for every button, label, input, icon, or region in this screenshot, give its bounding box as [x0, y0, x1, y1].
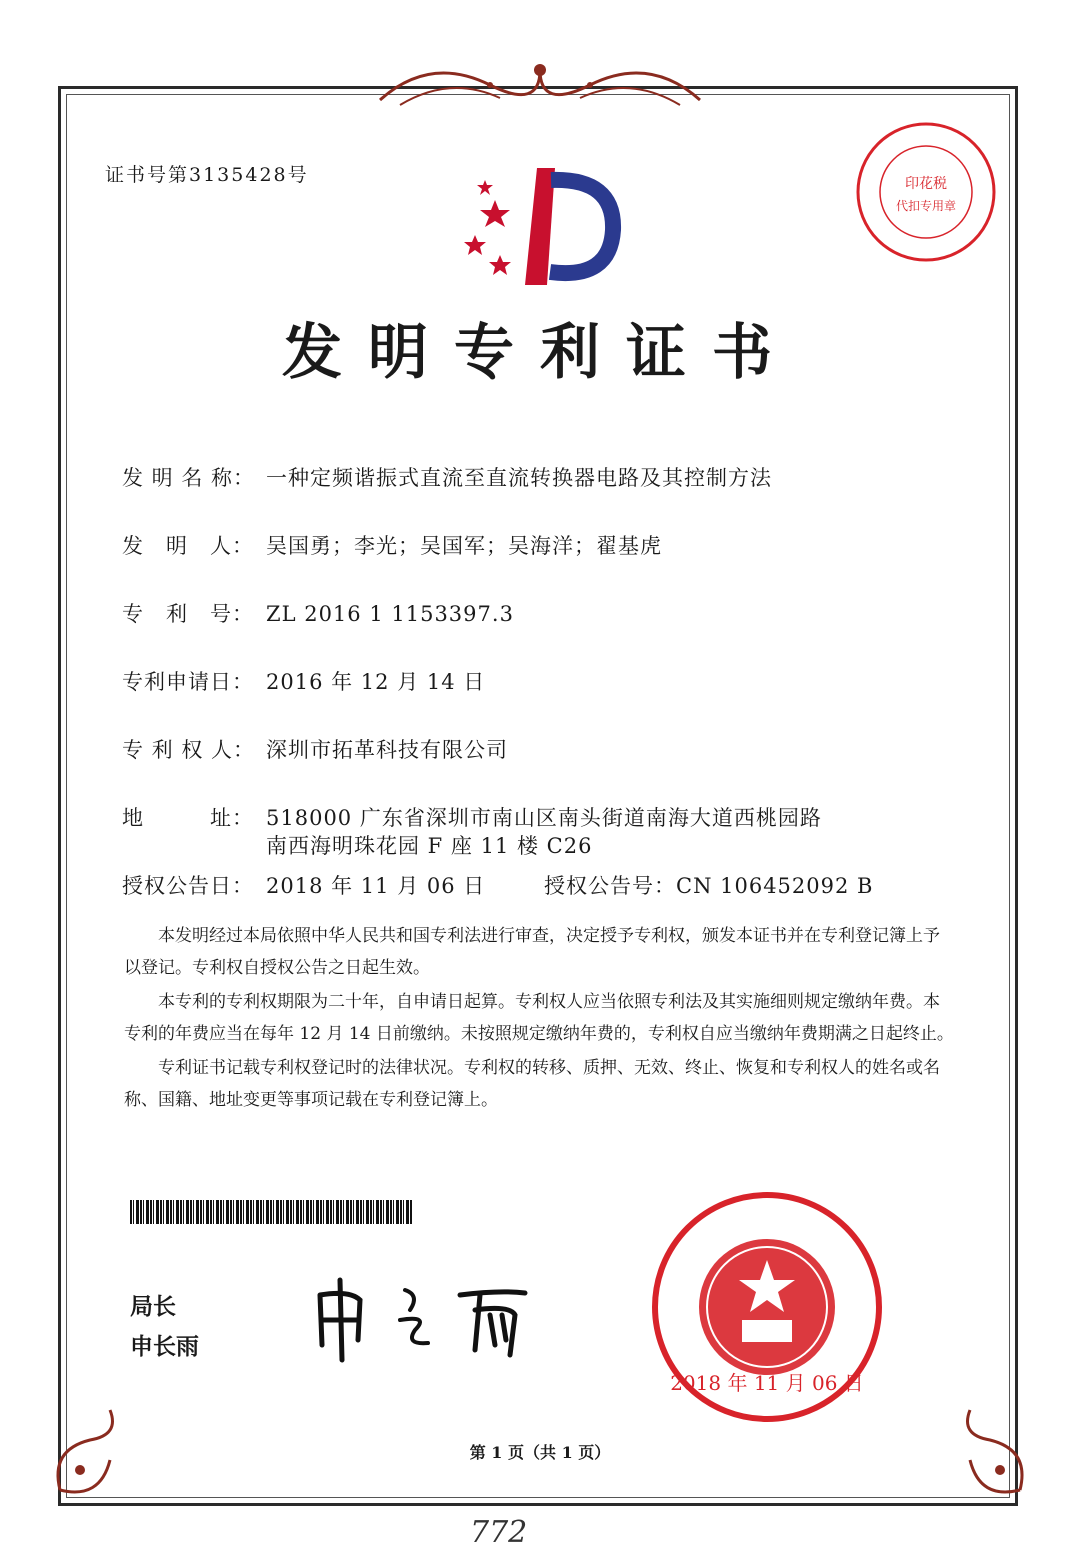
statement-paragraph: 本发明经过本局依照中华人民共和国专利法进行审查，决定授予专利权，颁发本证书并在专利登记簿上予以登记。专利权自授权公告之日起生效。 — [124, 926, 940, 978]
official-name: 申长雨 — [130, 1334, 199, 1360]
filing-date-label: 专利申请日： — [122, 670, 254, 694]
grant-date-row — [122, 870, 485, 900]
filing-date-value: 2016 年 12 月 14 日 — [266, 670, 486, 694]
patent-number-row — [122, 598, 514, 628]
certificate-number: 证书号第3135428号 — [105, 164, 309, 186]
document-title: 发明专利证书 — [282, 318, 798, 388]
patentee-label: 专 利 权 人： — [122, 738, 256, 762]
inventors-label: 发 明 人： — [122, 534, 254, 558]
address-row — [122, 802, 822, 832]
grant-date-label: 授权公告日： — [122, 874, 254, 898]
stamp-duty-line2: 代扣专用章 — [895, 199, 957, 213]
patent-office-logo — [455, 160, 630, 290]
statement-paragraph: 本专利的专利权期限为二十年，自申请日起算。专利权人应当依照专利法及其实施细则规定缴纳年费。本专利的年费应当在每年 12 月 14 日前缴纳。未按照规定缴纳年费的，专利权自应当缴纳年费期满之日起终止。 — [124, 992, 954, 1044]
grant-number-value: CN 106452092 B — [676, 874, 874, 898]
stamp-duty-seal — [852, 118, 1000, 266]
invention-name-label: 发 明 名 称： — [122, 466, 256, 490]
address-line2: 南西海明珠花园 F 座 11 楼 C26 — [266, 834, 593, 858]
signature — [310, 1265, 560, 1365]
grant-number-row — [544, 870, 873, 900]
grant-number-label: 授权公告号： — [544, 874, 676, 898]
filing-date-row — [122, 666, 485, 696]
statement-paragraphs — [124, 920, 954, 1118]
top-ornament — [370, 50, 710, 120]
official-title: 局长 — [130, 1294, 176, 1320]
stamp-duty-line1: 印花税 — [905, 176, 947, 192]
grant-date-value: 2018 年 11 月 06 日 — [266, 874, 486, 898]
patent-number-value: ZL 2016 1 1153397.3 — [266, 602, 514, 626]
invention-name-row — [122, 462, 772, 492]
office-seal — [650, 1190, 885, 1425]
address-line1: 518000 广东省深圳市南山区南头街道南海大道西桃园路 — [266, 806, 822, 830]
handwritten-number: 772 — [470, 1515, 528, 1550]
patentee-value: 深圳市拓革科技有限公司 — [266, 738, 508, 762]
statement-paragraph: 专利证书记载专利权登记时的法律状况。专利权的转移、质押、无效、终止、恢复和专利权人的姓名或名称、国籍、地址变更等事项记载在专利登记簿上。 — [124, 1058, 940, 1110]
inventors-value: 吴国勇；李光；吴国军；吴海洋；翟基虎 — [266, 534, 662, 558]
patent-number-label: 专 利 号： — [122, 602, 254, 626]
inventors-row — [122, 530, 662, 560]
barcode — [130, 1200, 412, 1224]
address-label: 地 址： — [122, 806, 254, 830]
seal-date: 2018 年 11 月 06 日 — [670, 1371, 864, 1395]
patentee-row — [122, 734, 508, 764]
page-number: 第 1 页（共 1 页） — [469, 1443, 611, 1462]
invention-name-value: 一种定频谐振式直流至直流转换器电路及其控制方法 — [266, 466, 772, 490]
